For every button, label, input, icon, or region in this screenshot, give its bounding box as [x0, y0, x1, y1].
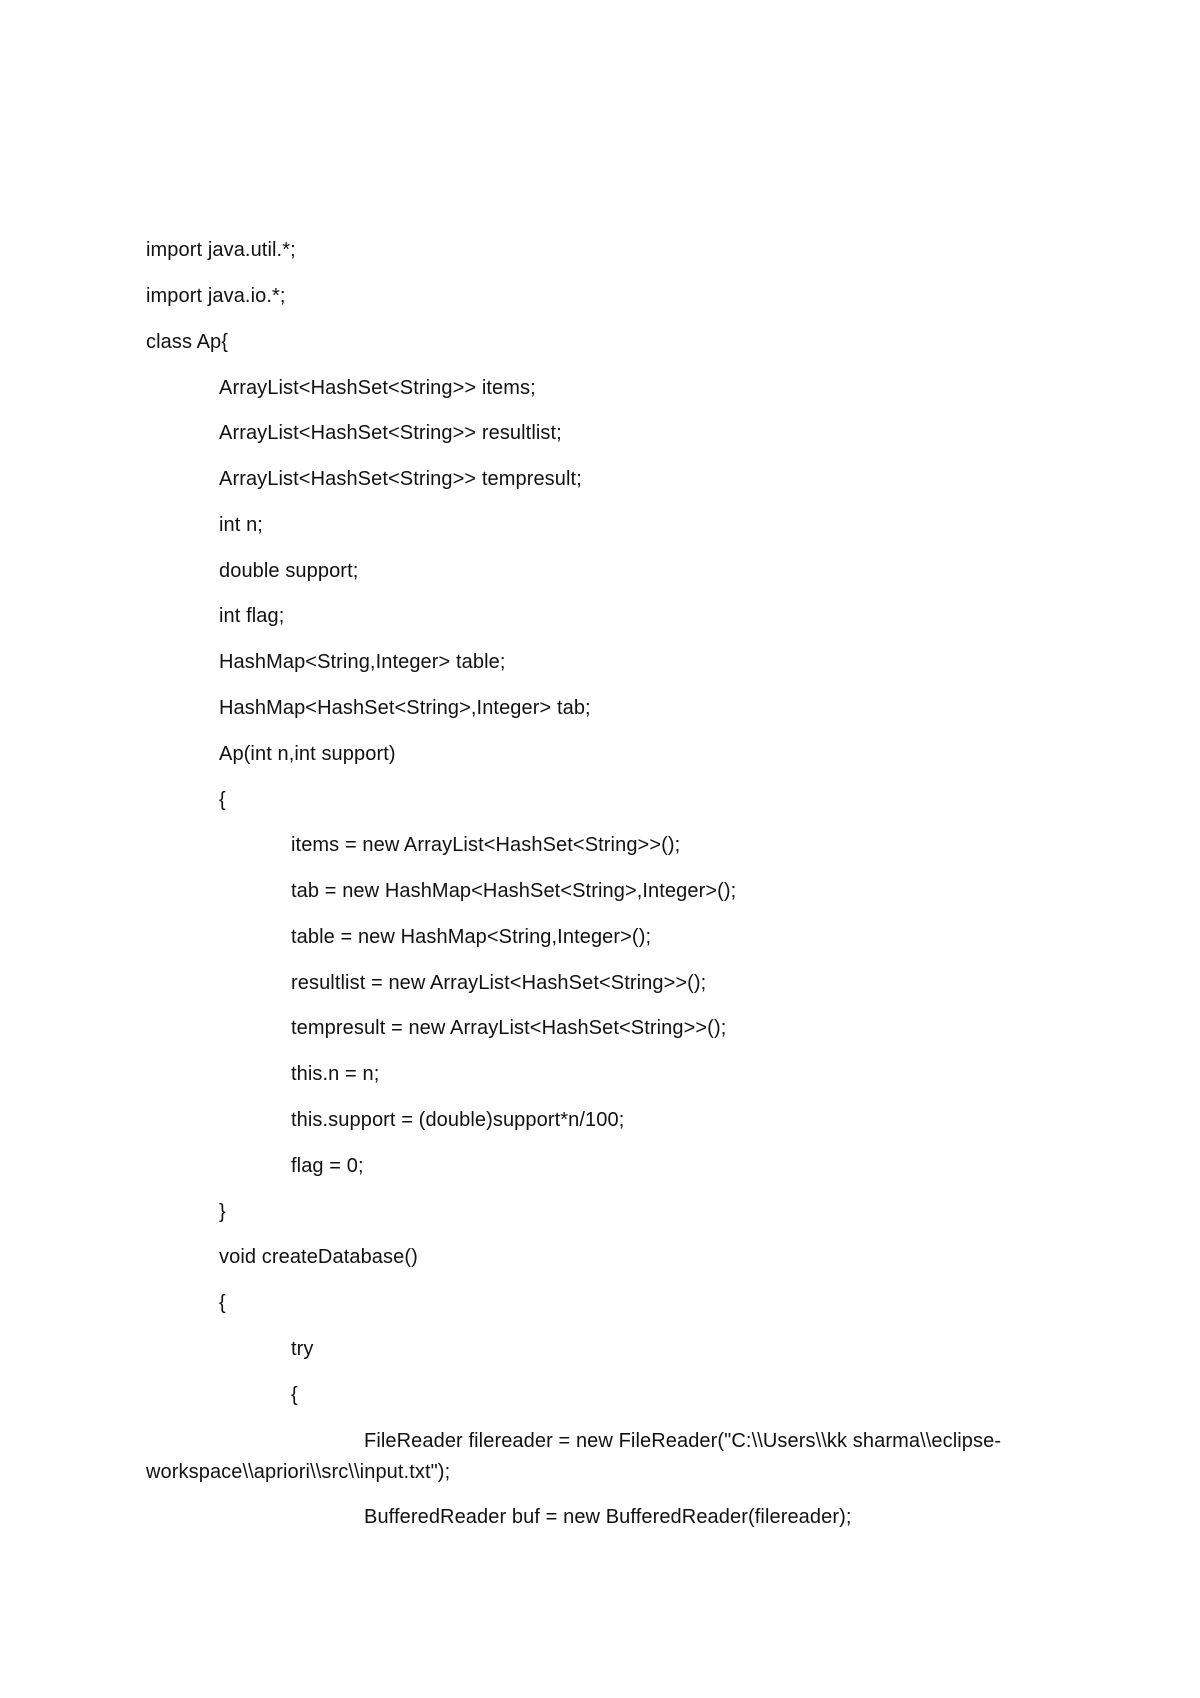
code-line: ArrayList<HashSet<String>> tempresult;: [219, 468, 582, 490]
code-line: this.support = (double)support*n/100;: [291, 1109, 625, 1131]
code-line: import java.io.*;: [146, 285, 286, 307]
code-line: ArrayList<HashSet<String>> items;: [219, 377, 536, 399]
code-line: HashMap<HashSet<String>,Integer> tab;: [219, 697, 591, 719]
code-line: FileReader filereader = new FileReader("C:\\Users\\kk sharma\\eclipse-: [364, 1430, 1002, 1452]
code-line: class Ap{: [146, 331, 229, 353]
code-line: void createDatabase(): [219, 1246, 418, 1268]
code-line: int flag;: [219, 605, 285, 627]
code-line: try: [291, 1338, 314, 1360]
code-line: table = new HashMap<String,Integer>();: [291, 926, 652, 948]
code-line: import java.util.*;: [146, 239, 296, 261]
code-line: resultlist = new ArrayList<HashSet<String>>();: [291, 972, 707, 994]
code-line: {: [219, 789, 226, 811]
code-line: tempresult = new ArrayList<HashSet<String>>();: [291, 1017, 727, 1039]
code-line: tab = new HashMap<HashSet<String>,Integer>();: [291, 880, 737, 902]
code-line-wrapped: workspace\\apriori\\src\\input.txt");: [146, 1461, 451, 1483]
code-line: flag = 0;: [291, 1155, 364, 1177]
code-line: this.n = n;: [291, 1063, 380, 1085]
code-line: Ap(int n,int support): [219, 743, 396, 765]
code-line: }: [219, 1201, 226, 1223]
code-line: BufferedReader buf = new BufferedReader(filereader);: [364, 1506, 852, 1528]
code-line: ArrayList<HashSet<String>> resultlist;: [219, 422, 562, 444]
code-line: {: [219, 1292, 226, 1314]
code-line: double support;: [219, 560, 359, 582]
code-line: HashMap<String,Integer> table;: [219, 651, 506, 673]
code-line: {: [291, 1384, 298, 1406]
code-line: int n;: [219, 514, 263, 536]
code-line: items = new ArrayList<HashSet<String>>();: [291, 834, 681, 856]
